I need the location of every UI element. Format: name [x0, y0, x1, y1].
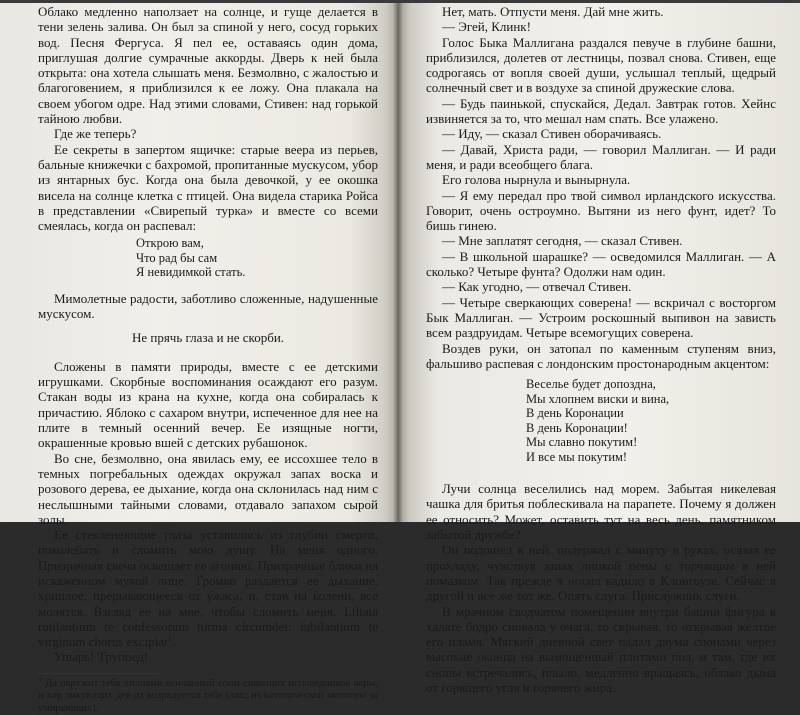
- paragraph: Облако медленно наползает на солнце, и гуще делается в тени зелень залива. Он был за спиной у него, сосуд горьких вод. Песня Фергуса. Я пел ее, оставаясь один дома, приглушая долгие сумрачные аккорды. Дверь к ней была открыта: она хотела слышать меня. Безмолвно, с жалостью и благоговением, я приблизился к ее ложу. Она плакала на своем убогом одре. Над этими словами, Стивен: над горькой тайною любви.: [38, 4, 378, 127]
- dialogue-line: — Мне заплатят сегодня, — сказал Стивен.: [442, 233, 683, 249]
- paragraph: Голос Быка Маллигана раздался певуче в глубине башни, приблизился, долетев от лестницы, позвал снова. Стивен, еще содрогаясь от вопля своей души, услышал теплый, щедрый солнечный свет и в воздухе за спиной дружеские слова.: [426, 34, 776, 96]
- dialogue-line: — Как угодно, — отвечал Стивен.: [442, 279, 632, 295]
- spacer: [426, 467, 776, 481]
- book-gutter: [393, 0, 403, 522]
- dialogue-line: — Эгей, Клинк!: [442, 19, 531, 35]
- verse-block: [136, 236, 378, 280]
- paragraph-text: .: [171, 634, 175, 650]
- dialogue-line: — Я ему передал про твой символ ирландского искусства. Говорит, очень остроумно. Вытяни из него фунт, идет? То бишь гинею.: [426, 187, 776, 234]
- dialogue-line: — Давай, Христа ради, — говорил Маллиган. — И ради меня, и ради всеобщего блага.: [426, 141, 776, 172]
- footnote-number: 1: [38, 674, 42, 684]
- paragraph: [38, 527, 378, 649]
- footnote-divider: [38, 673, 158, 674]
- paragraph: Сложены в памяти природы, вместе с ее детскими игрушками. Скорбные воспоминания осаждают его разум. Стакан воды из крана на кухне, когда она собиралась к причастию. Яблоко с сахаром внутри, испеченное для нее на плите в темный осенний вечер. Ее изящные ногти, окрашенные кровью вшей с детских рубашонок.: [38, 358, 378, 451]
- paragraph: Нет, мать. Отпусти меня. Дай мне жить.: [442, 4, 664, 19]
- verse-block: [526, 377, 776, 464]
- verse-line: Мы славно покутим!: [526, 435, 638, 450]
- verse-line: В день Коронации!: [526, 420, 628, 435]
- dialogue-line: — Будь паинькой, спускайся, Дедал. Завтрак готов. Хейнс извиняется за то, что мешал нам спать. Все улажено.: [426, 95, 776, 127]
- paragraph: Его голова нырнула и вынырнула.: [442, 172, 631, 188]
- paragraph: Мимолетные радости, заботливо сложенные, надушенные мускусом.: [38, 290, 378, 322]
- verse-line: Мы хлопнем виски и вина,: [526, 391, 670, 406]
- footnote: [38, 674, 378, 715]
- spacer: [38, 283, 378, 291]
- dialogue-line: — В школьной шарашке? — осведомился Маллиган. — А сколько? Четыре фунта? Одолжи нам один.: [426, 248, 776, 280]
- paragraph: В мрачном сводчатом помещении внутри башни фигура в халате бодро сновала у очага, то скрывая, то открывая желтое его пламя. Мягкий дневной свет падал двумя снопами через высокие оконца на вымощенный плитами пол, и там, где их снопы встречались, плыло, медленно вращаясь, облако дыма от горящего угля и горячего жира.: [426, 603, 776, 695]
- footnote-text: Да окружит тебя лилиями венчанный сонм сияющих исповедников веры, и хор ликующих дев да возрадуется тебе (лат.; из католической молитвы за умирающих).: [38, 677, 378, 714]
- verse-line: Веселье будет допоздна,: [526, 377, 656, 392]
- verse-line: И все мы покутим!: [526, 449, 628, 464]
- paragraph: Во сне, безмолвно, она явилась ему, ее иссохшее тело в темных погребальных одеждах окружал запах воска и розового дерева, ее дыхание, когда она склонилась над ним с неслышными тайными словами, отдавало запахом сырой золы.: [38, 450, 378, 527]
- dialogue-line: — Иду, — сказал Стивен оборачиваясь.: [442, 126, 662, 142]
- spacer: [38, 345, 378, 359]
- paragraph-text: Ее стекленеющие глаза уставились из глубин смерти, поколебать и сломить мою душу. На меня одного. Призрачная свеча освещает ее агонию. Призрачные блики на искаженном мукой лице. Громко раздается ее дыхание, хриплое, прерывающееся от ужаса, и, став на колени, все молятся. Взгляд ее на мне, чтобы сломить меня. Liliata rutilantium te confessorum turma circumdet: iubilantium te virginum chorus excipiat: [38, 527, 378, 650]
- spacer: [38, 322, 378, 330]
- verse-line: Я невидимкой стать.: [136, 265, 246, 280]
- verse-line: В день Коронации: [526, 406, 624, 421]
- paragraph: Упырь! Трупоед!: [54, 649, 149, 665]
- footnote-marker: 1: [167, 633, 172, 643]
- dialogue-line: — Четыре сверкающих соверена! — вскричал с восторгом Бык Маллиган. — Устроим роскошный выпивон на зависть всем раздруидам. Четыре всемогущих соверена.: [426, 294, 776, 341]
- right-page: [398, 0, 800, 695]
- paragraph: Он подошел к ней, подержал с минуту в руках, осязая ее прохладу, чувствуя запах липкой пены с торчащим в ней помазком. Так прежде я носил кадило в Клонгоузе. Сейчас я другой и все же тот же. Опять слуга. Прислужник слуги.: [426, 542, 776, 604]
- verse-line: Открою вам,: [136, 236, 204, 251]
- paragraph: Где же теперь?: [54, 126, 137, 142]
- quote-line: Не прячь глаза и не скорби.: [131, 329, 285, 345]
- paragraph: Лучи солнца веселились над морем. Забытая никелевая чашка для бритья поблескивала на парапете. Почему я должен ее относить? Может, оставить тут на весь день, памятником забытой дружбе?: [426, 481, 776, 543]
- paragraph: Воздев руки, он затопал по каменным ступеням вниз, фальшиво распевая с лондонским простонародным акцентом:: [426, 340, 776, 371]
- paragraph: Ее секреты в запертом ящичке: старые веера из перьев, бальные книжечки с бахромой, пропитанные мускусом, убор из янтарных бус. Когда она была девочкой, у ее окошка висела на солнце клетка с птицей. Она видела старика Ройса в представлении «Свирепый турка» и вместе со всеми смеялась, когда он распевал:: [38, 141, 378, 234]
- verse-line: Что рад бы сам: [136, 250, 218, 265]
- left-page: [0, 0, 398, 714]
- page-top-edge: [0, 0, 800, 3]
